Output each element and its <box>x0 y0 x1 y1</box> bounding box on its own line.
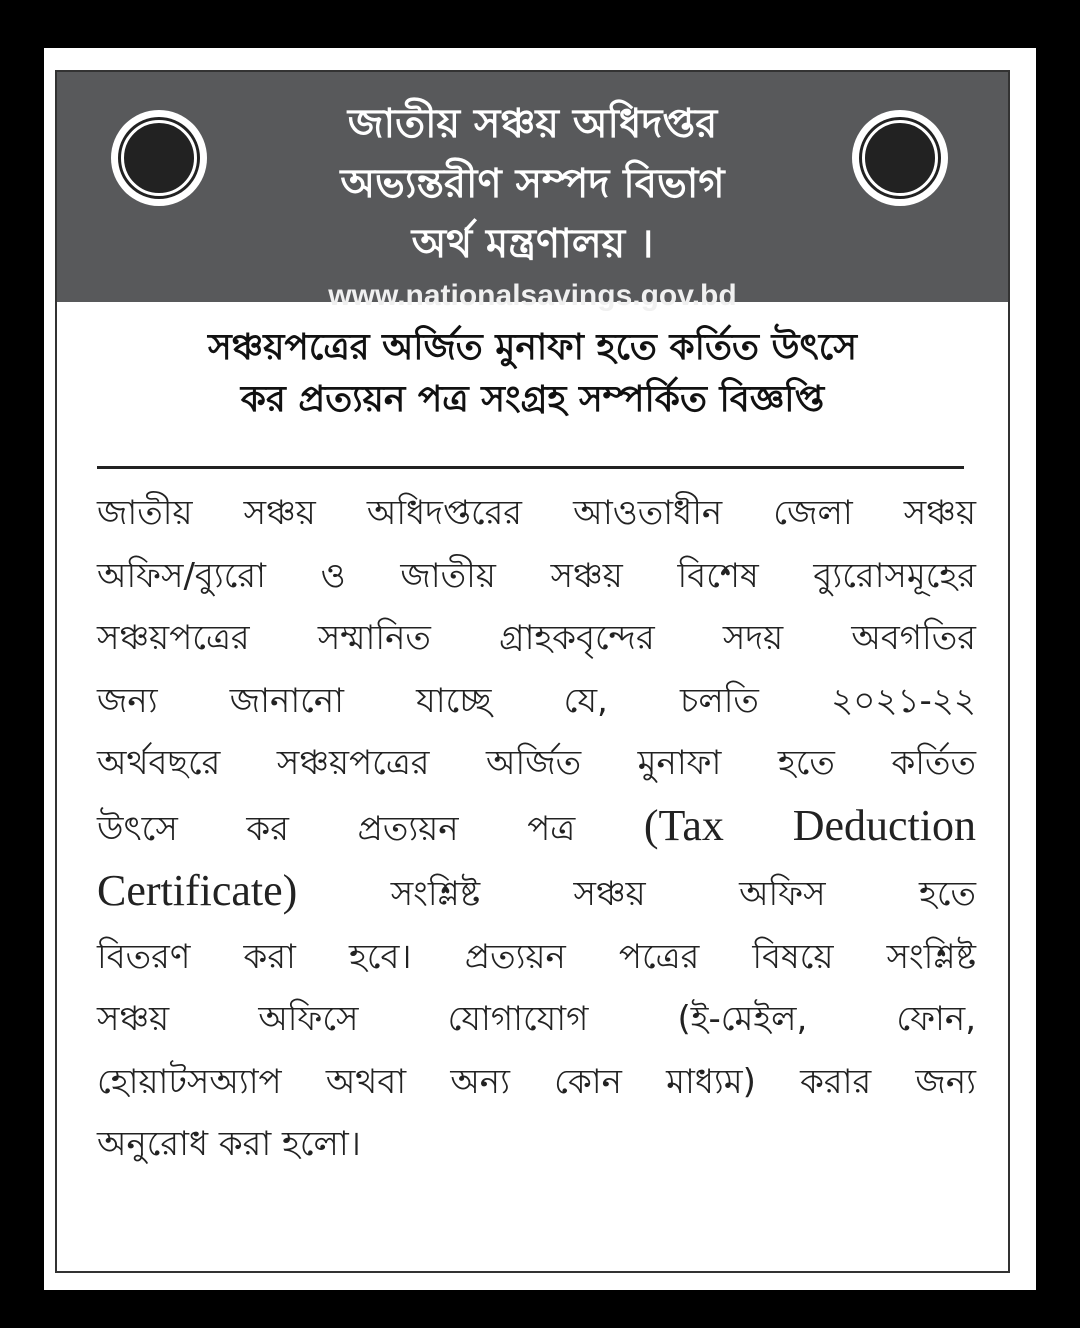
body-line: অনুরোধ করা হলো। <box>97 1124 361 1164</box>
website-url: www.nationalsavings.gov.bd <box>328 279 737 312</box>
body-line: অফিস/ব্যুরো ও জাতীয় সঞ্চয় বিশেষ ব্যুরোসমূহের <box>97 555 976 596</box>
body-text-latin: Certificate) <box>97 866 298 915</box>
body-line: অর্থবছরে সঞ্চয়পত্রের অর্জিত মুনাফা হতে কর্তিত <box>97 743 976 783</box>
national-savings-logo-icon <box>852 110 948 206</box>
body-line <box>97 860 976 926</box>
body-line: সঞ্চয় অফিসে যোগাযোগ (ই-মেইল, ফোন, <box>97 999 976 1039</box>
divider <box>97 466 964 469</box>
division-name: অভ্যন্তরীণ সম্পদ বিভাগ <box>340 161 725 207</box>
government-seal-icon <box>111 110 207 206</box>
body-line <box>97 795 976 861</box>
body-text: সংশ্লিষ্ট সঞ্চয় অফিস হতে <box>390 874 976 914</box>
notice-body <box>97 482 976 1176</box>
body-line: বিতরণ করা হবে। প্রত্যয়ন পত্রের বিষয়ে সংশ্লিষ্ট <box>97 936 976 977</box>
body-line: জন্য জানানো যাচ্ছে যে, চলতি ২০২১-২২ <box>97 680 976 721</box>
body-text-latin: (Tax Deduction <box>643 800 976 850</box>
notice-card <box>44 48 1036 1290</box>
ministry-name: অর্থ মন্ত্রণালয় । <box>411 221 654 267</box>
notice-frame <box>55 70 1010 1273</box>
body-line: হোয়াটসঅ্যাপ অথবা অন্য কোন মাধ্যম) করার জন্য <box>97 1061 976 1102</box>
title-line: সঞ্চয়পত্রের অর্জিত মুনাফা হতে কর্তিত উৎসে <box>207 327 858 368</box>
notice-title <box>57 322 1008 426</box>
body-line: জাতীয় সঞ্চয় অধিদপ্তরের আওতাধীন জেলা সঞ্চয় <box>97 493 976 533</box>
body-text: উৎসে কর প্রত্যয়ন পত্র <box>97 808 576 849</box>
header-banner <box>57 72 1008 312</box>
department-name: জাতীয় সঞ্চয় অধিদপ্তর <box>347 101 718 147</box>
title-line: কর প্রত্যয়ন পত্র সংগ্রহ সম্পর্কিত বিজ্ঞপ্তি <box>240 379 825 420</box>
body-line: সঞ্চয়পত্রের সম্মানিত গ্রাহকবৃন্দের সদয় অবগতির <box>97 618 976 658</box>
